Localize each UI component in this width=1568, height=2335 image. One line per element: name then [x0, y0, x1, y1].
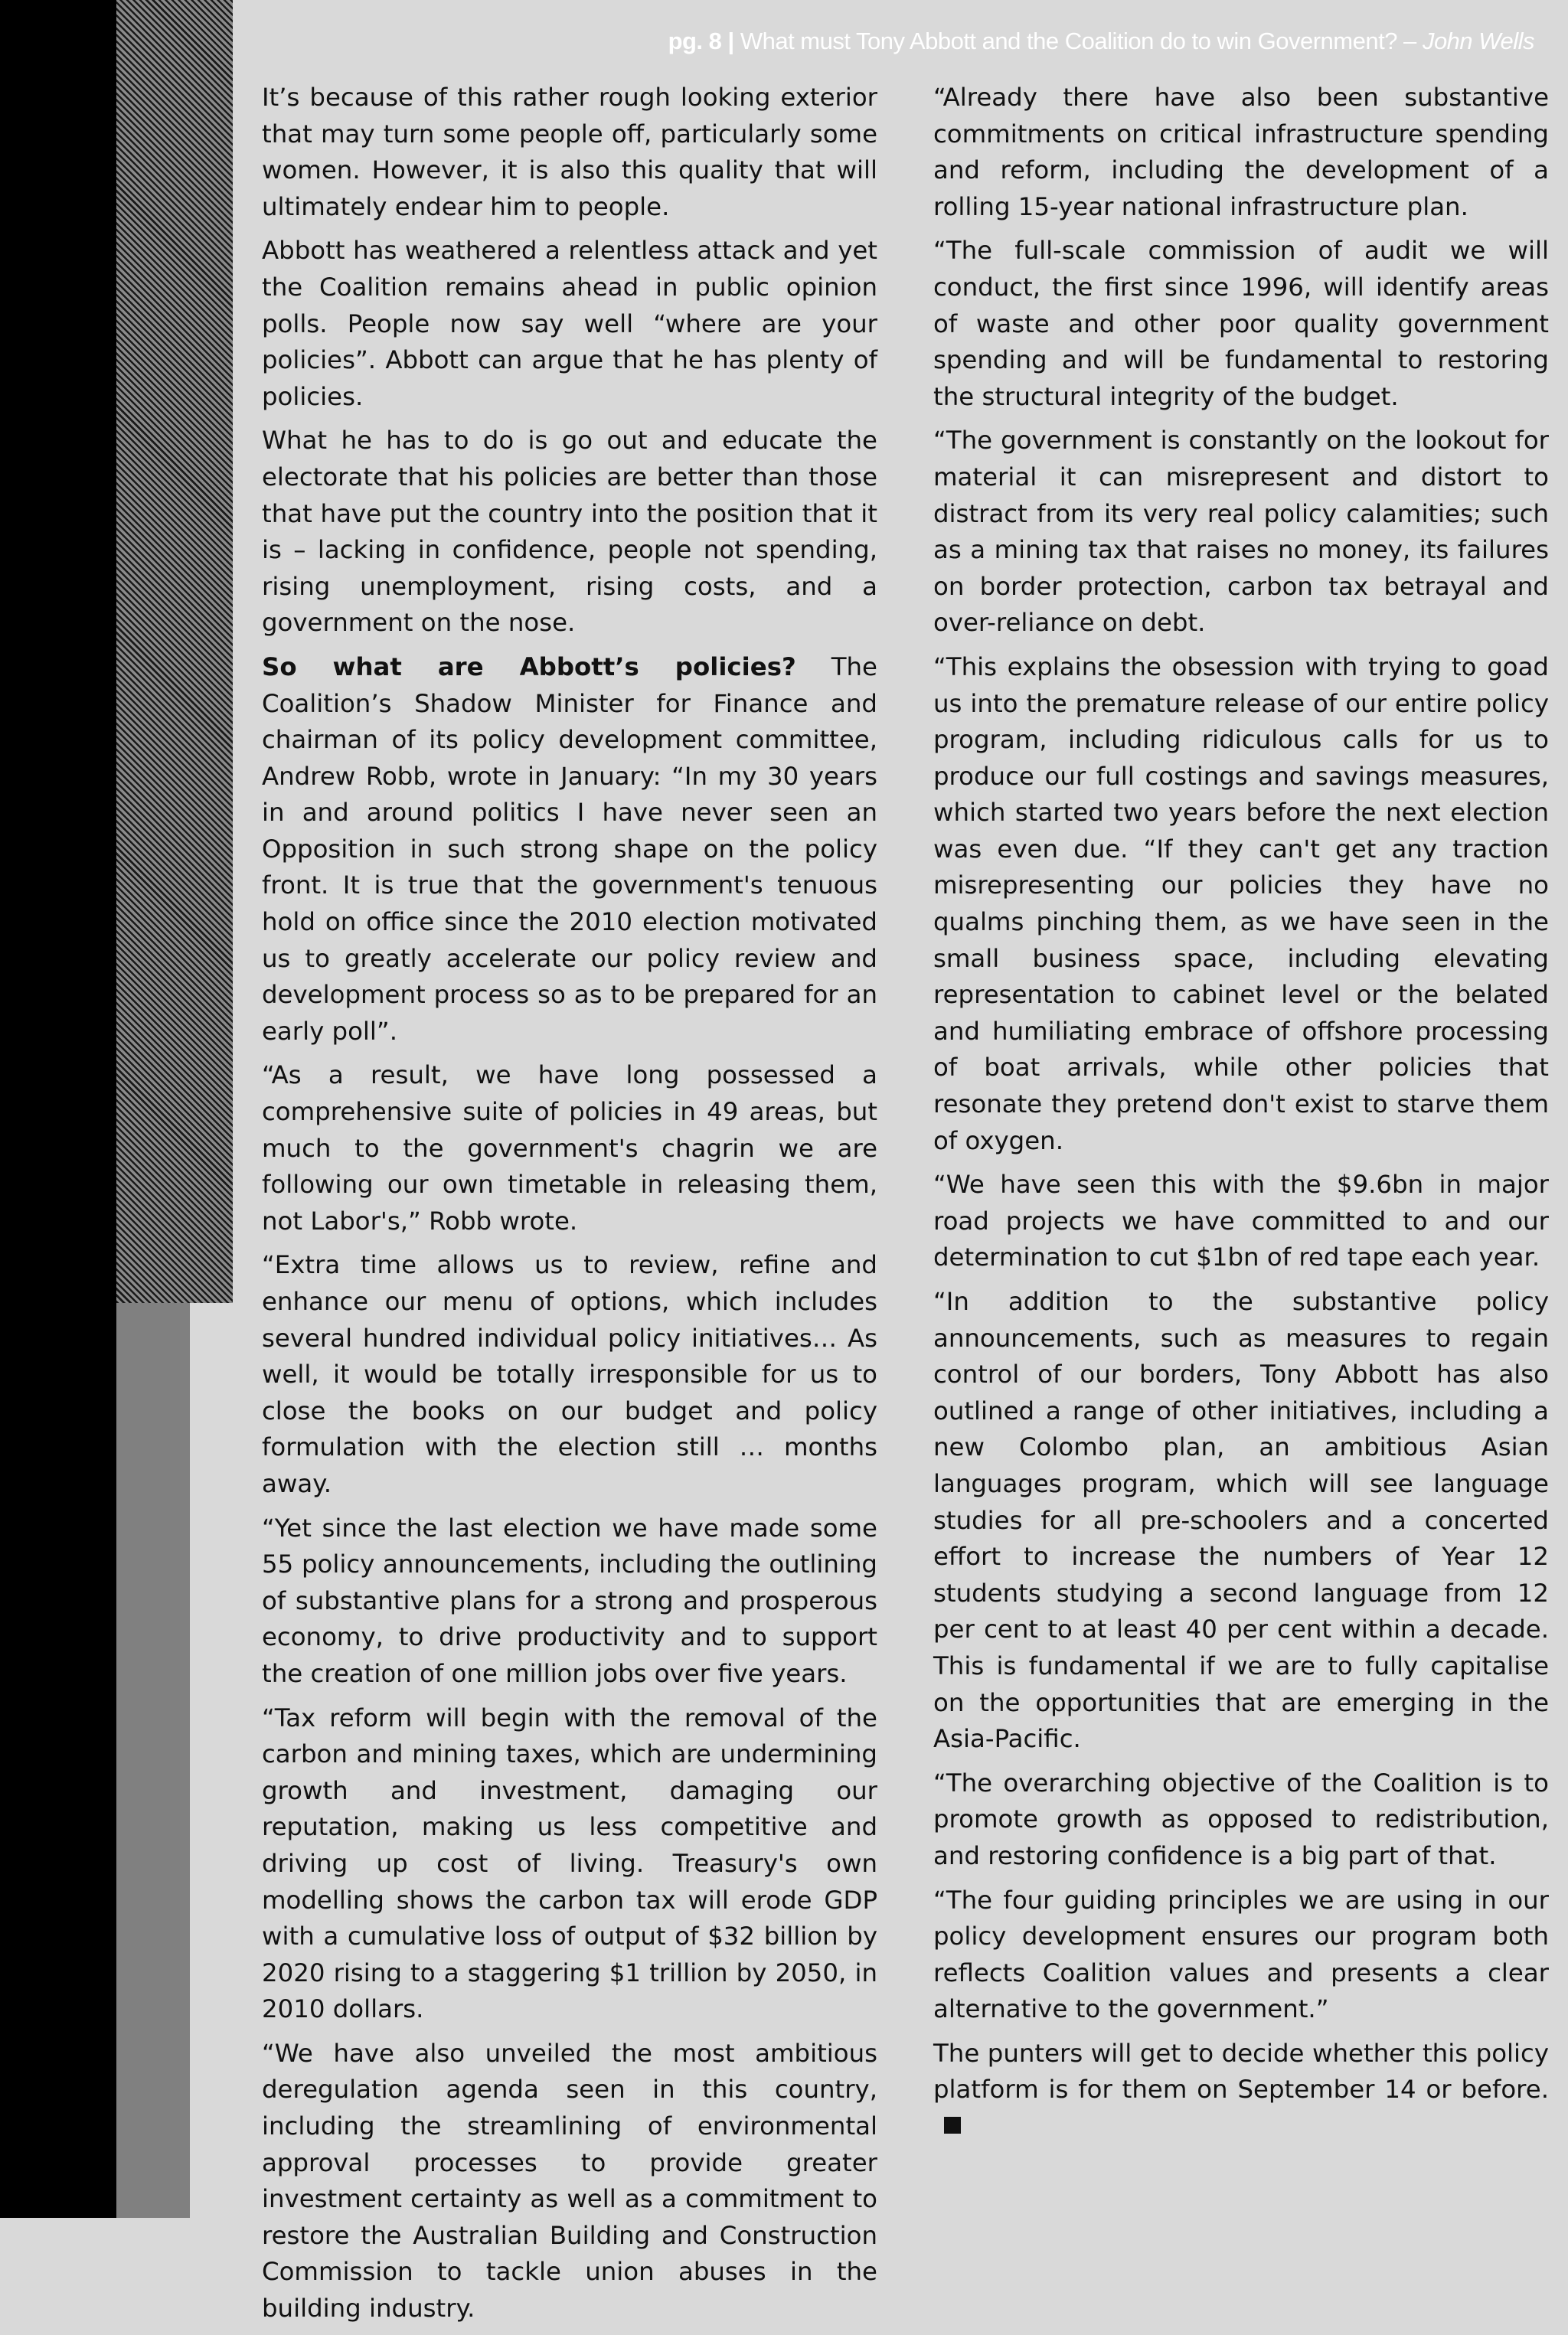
- paragraph-lead-in: So what are Abbott’s policies?: [262, 652, 796, 681]
- paragraph: “Already there have also been substantive commitments on critical infrastructure spending and reform, including the development of a rolling 15-year national infrastructure plan.: [933, 83, 1549, 221]
- header-author: John Wells: [1422, 28, 1534, 54]
- paragraph: “Extra time allows us to review, refine and enhance our menu of options, which includes several hundred individual policy initiatives… As well, it would be totally irresponsible for us to close the books on our budget and policy formulation with the election still … months away.: [262, 1250, 877, 1498]
- paragraph: “The full-scale commission of audit we will conduct, the first since 1996, will identify areas of waste and other poor quality government spending and will be fundamental to restoring the structural integrity of the budget.: [933, 236, 1549, 411]
- running-header: [668, 28, 1534, 55]
- paragraph: [262, 649, 877, 1050]
- header-separator: |: [727, 28, 734, 54]
- paragraph: “As a result, we have long possessed a comprehensive suite of policies in 49 areas, but much to the government's chagrin we are following our own timetable in releasing them, not Labor's,” Robb wrote.: [262, 1060, 877, 1236]
- paragraph-final: [933, 2036, 1549, 2145]
- paragraph: “Tax reform will begin with the removal of the carbon and mining taxes, which are undermining growth and investment, damaging our reputation, making us less competitive and driving up cost of living. Treasury's own modelling shows the carbon tax will erode GDP with a cumulative loss of output of $32 billion by 2020 rising to a staggering $1 trillion by 2050, in 2010 dollars.: [262, 1703, 877, 2024]
- paragraph: “We have seen this with the $9.6bn in major road projects we have committed to and our determination to cut $1bn of red tape each year.: [933, 1170, 1549, 1272]
- hatched-side-bar: [116, 0, 233, 1303]
- paragraph: What he has to do is go out and educate the electorate that his policies are better than those that have put the country into the position that it is – lacking in confidence, people not spending, rising unemployment, rising costs, and a government on the nose.: [262, 426, 877, 638]
- paragraph-body: The Coalition’s Shadow Minister for Finance and chairman of its policy development committee, Andrew Robb, wrote in January: “In my 30 years in and around politics I have never seen an Opposition in such strong shape on the policy front. It is true that the government's tenuous hold on office since the 2010 election motivated us to greatly accelerate our policy review and development process so as to be prepared for an early poll”.: [262, 652, 877, 1046]
- paragraph: Abbott has weathered a relentless attack and yet the Coalition remains ahead in public opinion polls. People now say well “where are your policies”. Abbott can argue that he has plenty of policies.: [262, 236, 877, 411]
- page-number: pg. 8: [668, 28, 722, 54]
- paragraph: “The four guiding principles we are using in our policy development ensures our program both reflects Coalition values and presents a clear alternative to the government.”: [933, 1885, 1549, 2024]
- paragraph: “We have also unveiled the most ambitious deregulation agenda seen in this country, including the streamlining of environmental approval processes to provide greater investment certainty as well as a commitment to restore the Australian Building and Construction Commission to tackle union abuses in the building industry.: [262, 2038, 877, 2324]
- grey-side-strip: [116, 1303, 190, 2218]
- paragraph-body: The punters will get to decide whether this policy platform is for them on September 14 or before.: [933, 2038, 1549, 2105]
- page-edge-black: [0, 0, 116, 2218]
- paragraph: “The government is constantly on the lookout for material it can misrepresent and distort to distract from its very real policy calamities; such as a mining tax that raises no money, its failures on border protection, carbon tax betrayal and over-reliance on debt.: [933, 426, 1549, 638]
- paragraph: “The overarching objective of the Coalition is to promote growth as opposed to redistribution, and restoring confidence is a big part of that.: [933, 1768, 1549, 1870]
- header-title: What must Tony Abbott and the Coalition do to win Government? –: [740, 28, 1416, 54]
- paragraph: “In addition to the substantive policy announcements, such as measures to regain control of our borders, Tony Abbott has also outlined a range of other initiatives, including a new Colombo plan, an ambitious Asian languages program, which will see language studies for all pre-schoolers and a concerted effort to increase the numbers of Year 12 students studying a second language from 12 per cent to at least 40 per cent within a decade. This is fundamental if we are to fully capitalise on the opportunities that are emerging in the Asia-Pacific.: [933, 1287, 1549, 1754]
- paragraph: It’s because of this rather rough looking exterior that may turn some people off, particularly some women. However, it is also this quality that will ultimately endear him to people.: [262, 83, 877, 221]
- paragraph: “This explains the obsession with trying to goad us into the premature release of our entire policy program, including ridiculous calls for us to produce our full costings and savings measures, which started two years before the next election was even due. “If they can't get any traction misrepresenting our policies they have no qualms pinching them, as we have seen in the small business space, including elevating representation to cabinet level or the belated and humiliating embrace of offshore processing of boat arrivals, while other policies that resonate they pretend don't exist to starve them of oxygen.: [933, 652, 1549, 1155]
- left-column: [262, 80, 877, 2335]
- end-of-article-square-icon: [944, 2117, 961, 2134]
- paragraph: “Yet since the last election we have made some 55 policy announcements, including the outlining of substantive plans for a strong and prosperous economy, to drive productivity and to support the creation of one million jobs over five years.: [262, 1513, 877, 1688]
- right-column: [933, 80, 1549, 2153]
